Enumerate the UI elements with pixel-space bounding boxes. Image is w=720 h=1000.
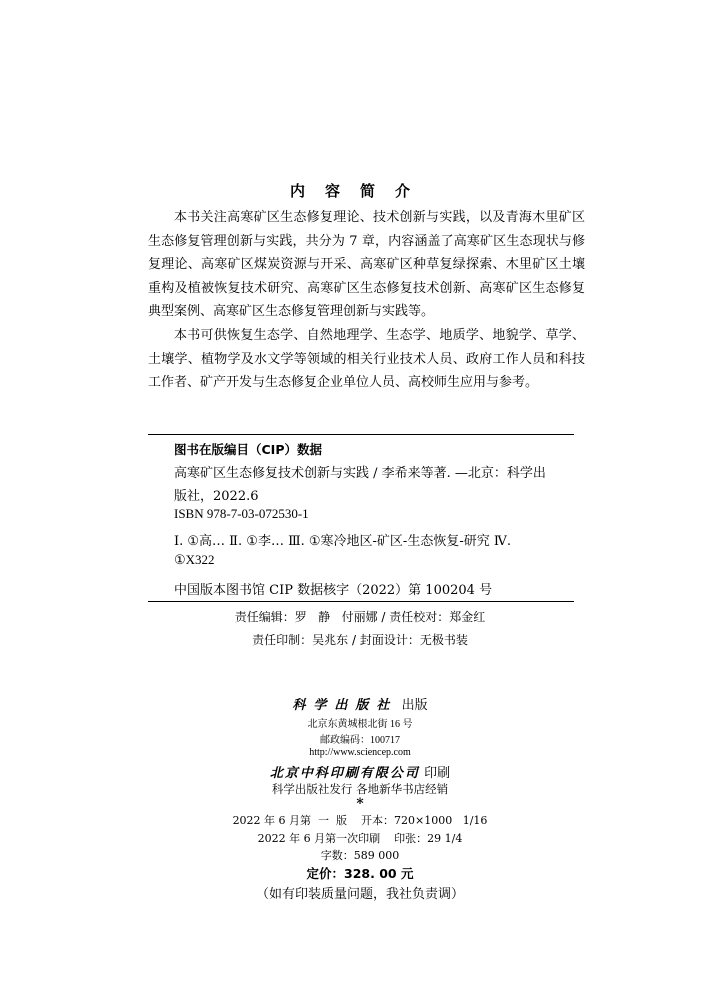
printer-brand: 北京中科印刷有限公司 [269, 766, 420, 781]
cip-bottom-divider [148, 601, 574, 602]
publisher-line [0, 694, 720, 713]
cip-heading: 图书在版编目（CIP）数据 [174, 442, 322, 457]
printing-line: 2022 年 6 月第一次印刷 印张：29 1/4 [257, 832, 463, 845]
cip-classification-1: Ⅰ. ①高… Ⅱ. ①李… Ⅲ. ①寒冷地区-矿区-生态恢复-研究 Ⅳ. [174, 534, 511, 549]
price: 定价：328. 00 元 [306, 866, 414, 881]
publisher-url: http://www.sciencep.com [309, 747, 411, 758]
cip-record-number: 中国版本图书馆 CIP 数据核字（2022）第 100204 号 [174, 583, 493, 598]
edition-line: 2022 年 6 月第 一 版 开本：720×1000 1/16 [232, 814, 488, 827]
cip-classification-2: ①X322 [174, 552, 215, 567]
cip-isbn: ISBN 978-7-03-072530-1 [174, 506, 309, 521]
cip-top-divider [148, 434, 574, 435]
publisher-address: 北京东黄城根北街 16 号 [307, 719, 413, 730]
printer-suffix: 印刷 [419, 766, 451, 781]
publisher-brand: 科学出版社 [292, 698, 398, 713]
printer-line [0, 762, 720, 781]
publisher-postcode: 邮政编码：100717 [320, 735, 400, 746]
summary-paragraph-2: 本书可供恢复生态学、自然地理学、生态学、地质学、地貌学、草学、土壤学、植物学及水文学等领域的相关行业技术人员、政府工作人员和科技工作者、矿产开发与生态修复企业单位人员、高校师生应用与参考。 [148, 328, 585, 391]
summary-paragraph-1: 本书关注高寒矿区生态修复理论、技术创新与实践，以及青海木里矿区生态修复管理创新与实践，共分为 7 章，内容涵盖了高寒矿区生态现状与修复理论、高寒矿区煤炭资源与开采、高寒矿区种草复绿探索、木里矿区土壤重构及植被恢复技术研究、高寒矿区生态修复技术创新、高寒矿区生态修复典型案例、高寒矿区生态修复管理创新与实践等。 [148, 210, 585, 320]
word-count: 字数：589 000 [320, 849, 400, 862]
publisher-suffix: 出版 [397, 698, 428, 713]
cip-line-2: 版社，2022.6 [174, 489, 259, 504]
quality-notice: （如有印装质量问题，我社负责调） [255, 887, 464, 902]
separator-star: * [356, 796, 364, 812]
summary-title: 内容简介 [289, 182, 430, 200]
distribution-line: 科学出版社发行 各地新华书店经销 [271, 782, 449, 796]
responsibility-line-1: 责任编辑：罗 静 付丽娜 / 责任校对：郑金红 [234, 610, 486, 624]
responsibility-line-2: 责任印制：吴兆东 / 封面设计：无极书装 [252, 633, 468, 647]
cip-line-1: 高寒矿区生态修复技术创新与实践 / 李希来等著. —北京：科学出 [174, 466, 546, 481]
